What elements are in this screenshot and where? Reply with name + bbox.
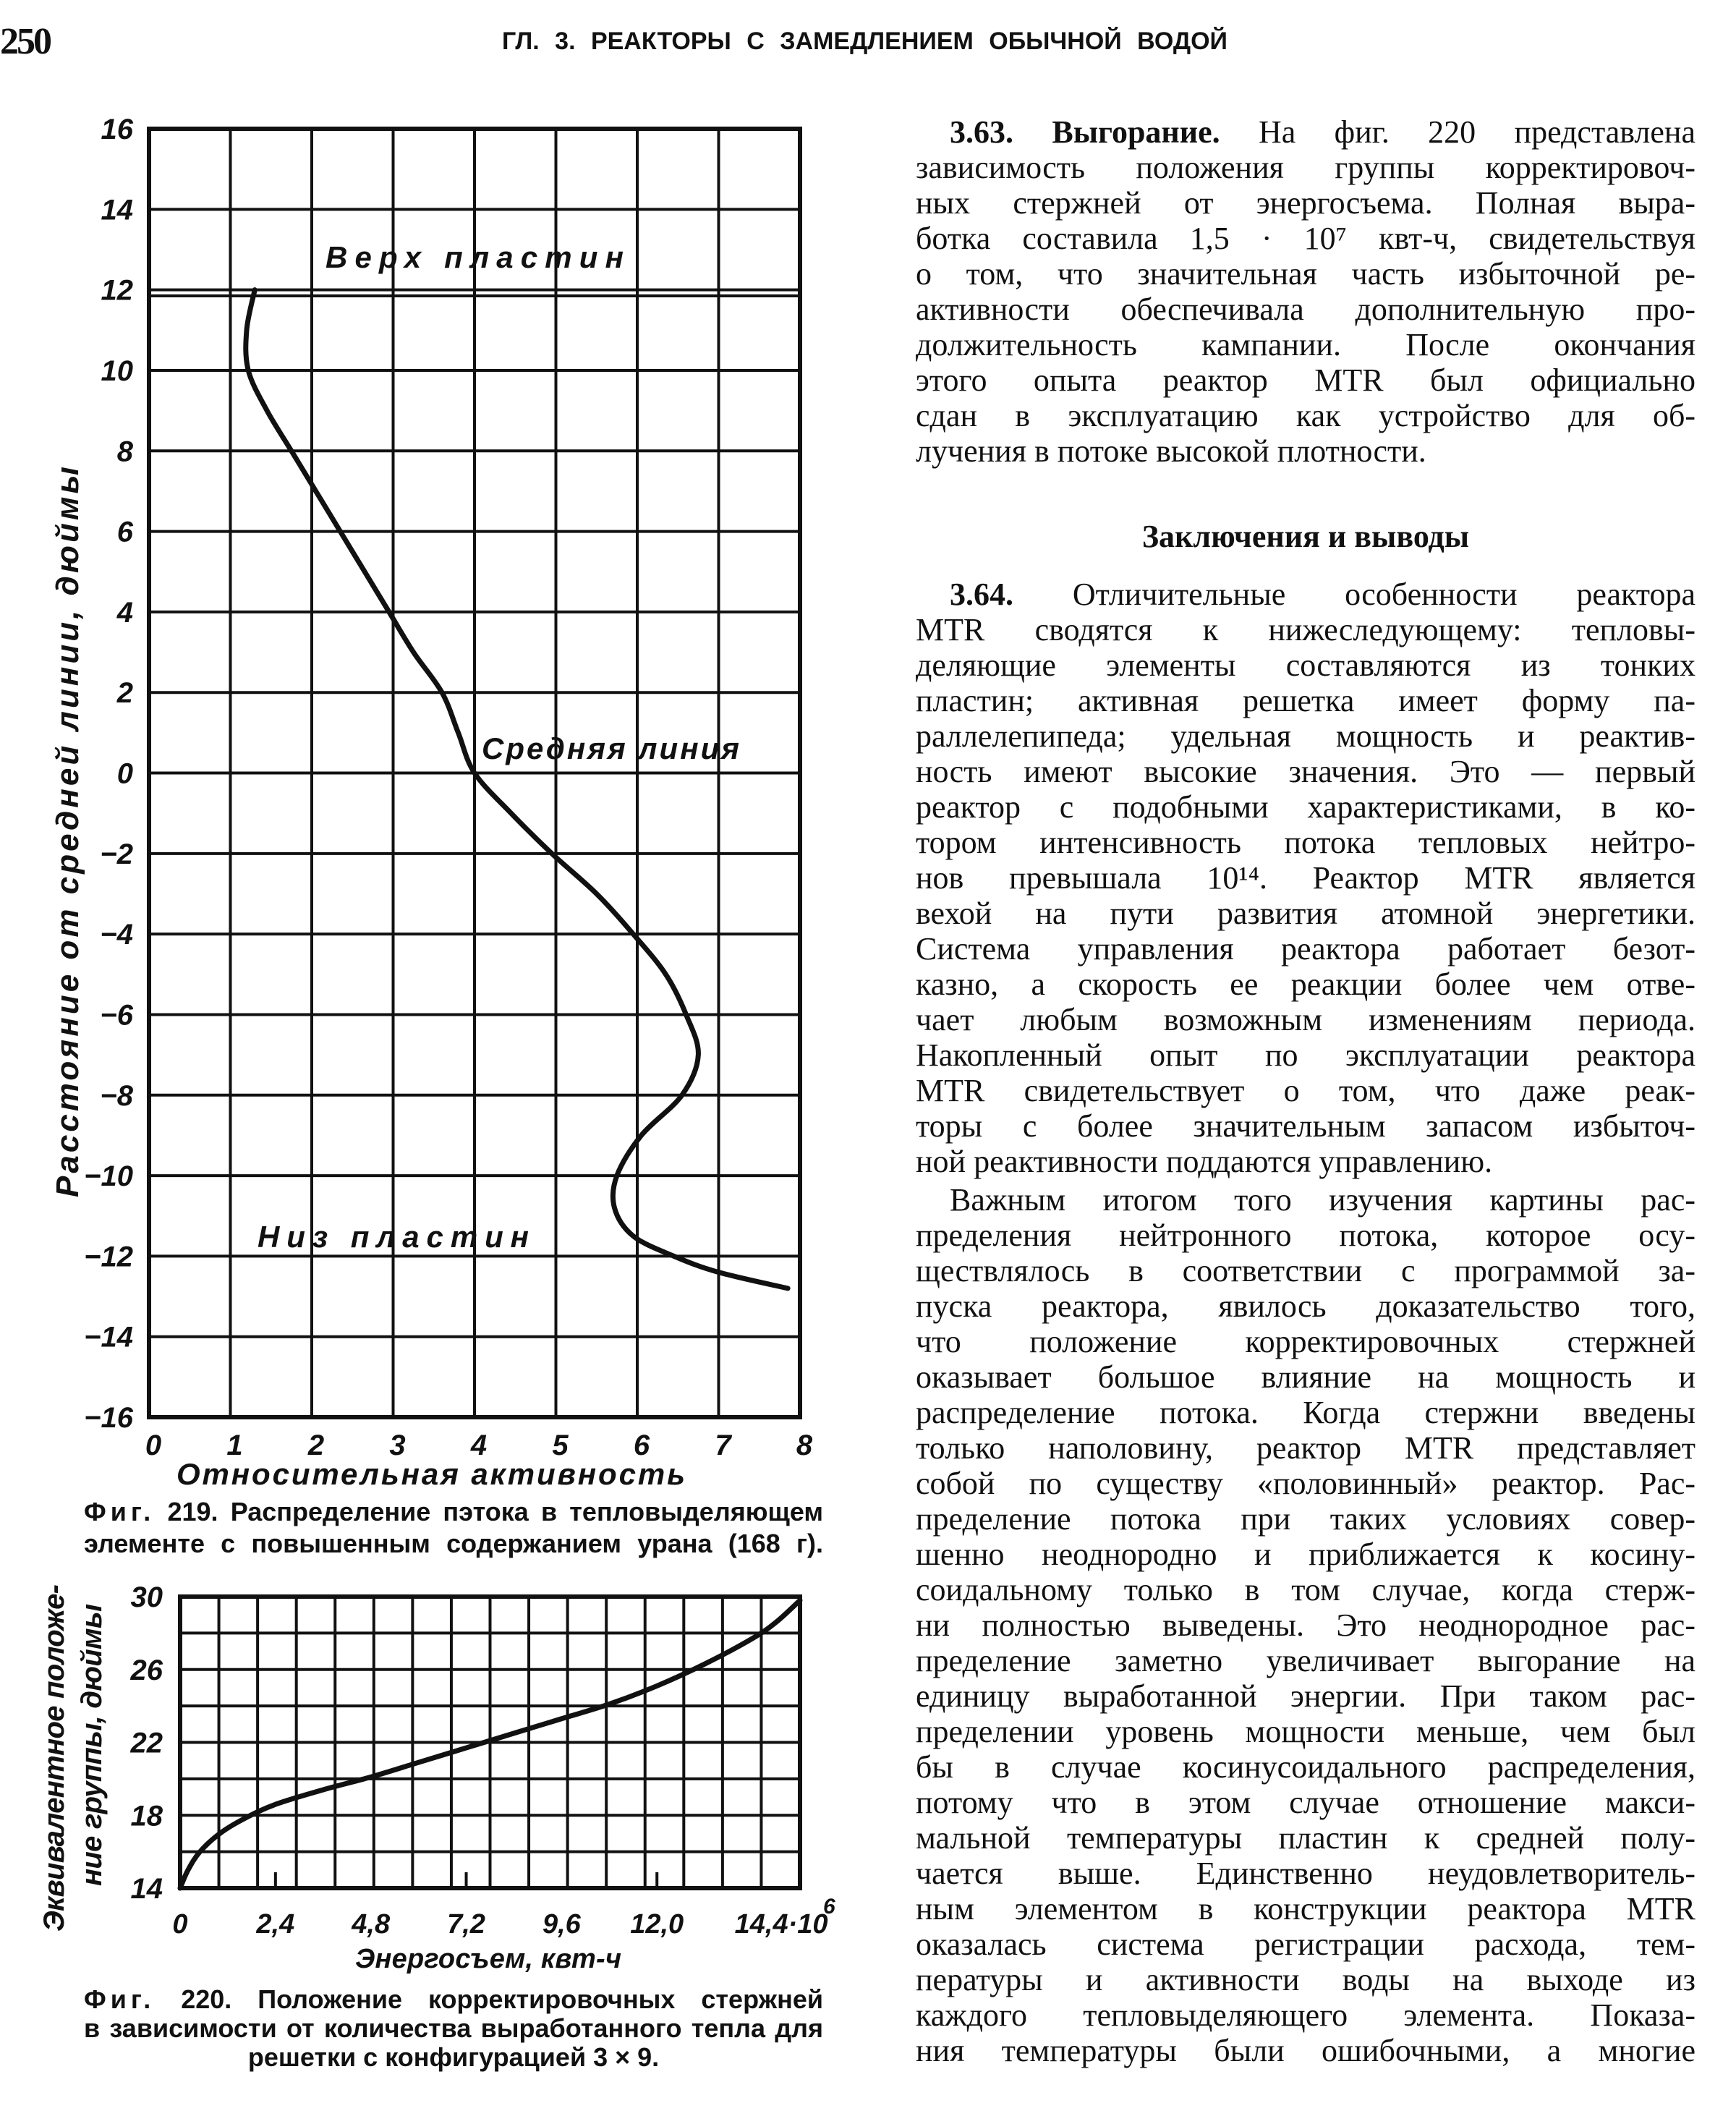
paragraph-line: ных стержней от энергосъема. Полная выра- [916, 185, 1695, 221]
fig219-flux-curve [246, 290, 788, 1288]
fig219-ytick-label: 10 [101, 354, 133, 387]
paragraph-line: Система управления реактора работает безот- [916, 931, 1695, 967]
fig220-ytick-label: 18 [130, 1800, 163, 1832]
paragraph-line: о том, что значительная часть избыточной ре- [916, 256, 1695, 292]
paragraph-line: этого опыта реактор MTR был официально [916, 362, 1695, 398]
fig219-xtick-label: 3 [389, 1430, 406, 1461]
fig219-ytick-label: −6 [100, 999, 133, 1032]
fig219-ytick-label: −16 [84, 1402, 133, 1434]
fig219-ytick-label: 8 [116, 436, 133, 468]
paragraph-line: пературы и активности воды на выходе из [916, 1962, 1695, 1997]
paragraph-line: ществлялось в соответствии с программой за- [916, 1253, 1695, 1288]
fig219-caption-line: элементе с повышенным содержанием урана (168 г). [84, 1529, 823, 1558]
fig220-xtick-label: 9,6 [542, 1909, 581, 1940]
paragraph-line: ни полностью выведены. Это неоднородное рас- [916, 1607, 1695, 1643]
paragraph-line: раллелепипеда; удельная мощность и реактив- [916, 718, 1695, 754]
paragraph-line: шенно неоднородно и приближается к косину- [916, 1537, 1695, 1572]
paragraph-line: только наполовину, реактор MTR представляет [916, 1430, 1695, 1466]
paragraph-line: пластин; активная решетка имеет форму па- [916, 683, 1695, 718]
fig219-ytick-label: −8 [100, 1079, 133, 1112]
fig219-ytick-label: 2 [116, 677, 133, 710]
fig220-xtick-label: 0 [172, 1909, 188, 1940]
paragraph-line: лучения в потоке высокой плотности. [916, 433, 1426, 469]
paragraph-line: потому что в этом случае отношение макси- [916, 1785, 1695, 1820]
fig220-y-axis-title-line: ние группы, дюймы [76, 1604, 108, 1886]
paragraph-line: должительность кампании. После окончания [916, 327, 1695, 362]
fig219-x-axis-title: Относительная активность [176, 1457, 685, 1491]
paragraph-line: торы с более значительным запасом избыточ- [916, 1108, 1695, 1144]
paragraph-line: пределения нейтронного потока, которое осу- [916, 1218, 1695, 1253]
fig219-xtick-label: 2 [307, 1430, 325, 1461]
fig219-ytick-label: 6 [116, 516, 133, 548]
paragraph-line: пределении уровень мощности меньше, чем был [916, 1714, 1695, 1749]
paragraph-line: собой по существу «половинный» реактор. Рас- [916, 1466, 1695, 1501]
fig220-xtick-label: 14,4·10 [734, 1909, 828, 1940]
paragraph-line: пределение заметно увеличивает выгорание на [916, 1643, 1695, 1678]
paragraph-line: казно, а скорость ее реакции более чем отве- [916, 967, 1695, 1002]
paragraph-line: пуска реактора, явилось доказательство того, [916, 1288, 1695, 1324]
fig219-ytick-label: −12 [84, 1241, 133, 1273]
section-heading: Заключения и выводы [1141, 519, 1470, 554]
paragraph-line: тором интенсивность потока тепловых нейтро- [916, 825, 1695, 860]
paragraph-line: распределение потока. Когда стержни введены [916, 1395, 1695, 1430]
paragraph-line: бы в случае косинусоидального распределения, [916, 1749, 1695, 1785]
paragraph-line: ботка составила 1,5 · 10⁷ квт-ч, свидетельствуя [916, 221, 1695, 256]
fig219-ytick-label: −10 [84, 1160, 133, 1193]
fig220-ytick-label: 30 [130, 1581, 163, 1613]
paragraph-title: Выгорание. [1013, 114, 1220, 150]
paragraph-number: 3.64. [950, 577, 1013, 612]
paragraph-line: MTR сводятся к нижеследующему: тепловы- [916, 612, 1695, 647]
paragraph-line: единицу выработанной энергии. При таком рас- [916, 1678, 1695, 1714]
fig220-xtick-label: 2,4 [256, 1909, 295, 1940]
paragraph-line: реактор с подобными характеристиками, в ко- [916, 789, 1695, 825]
fig220-ytick-label: 26 [130, 1654, 163, 1686]
paragraph-number: 3.63. [950, 114, 1013, 150]
fig220-caption [84, 1985, 823, 2072]
fig219-ytick-label: 12 [101, 274, 133, 307]
paragraph-line: чается выше. Единственно неудовлетворитель- [916, 1856, 1695, 1891]
paragraph-line: ность имеют высокие значения. Это — первый [916, 754, 1695, 789]
fig219-caption-line: 219. Распределение пэтока в тепловыделяющем [155, 1497, 823, 1526]
fig219-xtick-label: 0 [145, 1430, 162, 1461]
fig219-ytick-label: 14 [101, 194, 133, 226]
fig219-caption [84, 1496, 823, 1560]
paragraph-line: активности обеспечивала дополнительную про- [916, 292, 1695, 327]
paragraph-line: ной реактивности поддаются управлению. [916, 1144, 1493, 1179]
paragraph-line: Важным итогом того изучения картины рас- [950, 1182, 1695, 1218]
paragraph-line: каждого тепловыделяющего элемента. Показа- [916, 1997, 1695, 2033]
paragraph-line [950, 577, 1695, 612]
fig220-caption-line: в зависимости от количества выработанного тепла для [84, 2013, 823, 2043]
fig220-caption-label: Фиг. [84, 1984, 156, 2014]
fig219-xtick-label: 1 [226, 1430, 243, 1461]
paragraph-line [950, 114, 1695, 150]
fig219-caption-label: Фиг. [84, 1497, 156, 1526]
fig219-reference-label: Средняя линия [482, 731, 739, 765]
paragraph-line: чает любым возможным изменениям периода. [916, 1002, 1695, 1037]
fig219-reference-label: Верх пластин [326, 240, 624, 274]
paragraph-line: зависимость положения группы корректировоч- [916, 150, 1695, 185]
paragraph-line: нов превышала 10¹⁴. Реактор MTR является [916, 860, 1695, 896]
paragraph-line: вехой на пути развития атомной энергетики. [916, 896, 1695, 931]
fig220-ytick-label: 22 [130, 1727, 163, 1759]
paragraph-line: MTR свидетельствует о том, что даже реак- [916, 1073, 1695, 1108]
paragraph-line: деляющие элементы составляются из тонких [916, 647, 1695, 683]
fig219-ytick-label: 4 [116, 596, 133, 629]
running-title: ГЛ. 3. РЕАКТОРЫ С ЗАМЕДЛЕНИЕМ ОБЫЧНОЙ ВОДОЙ [502, 27, 1227, 55]
fig219-ytick-label: −14 [84, 1321, 133, 1354]
page-number: 250 [0, 21, 50, 62]
fig219-ytick-label: −4 [100, 919, 133, 951]
paragraph-line: сдан в эксплуатацию как устройство для об- [916, 398, 1695, 433]
fig219-ytick-label: 16 [101, 114, 133, 145]
fig220-x-axis-title: Энергосъем, квт-ч [355, 1944, 621, 1974]
paragraph-line-text: Отличительные особенности реактора [1013, 577, 1695, 612]
fig220-xtick-label: 12,0 [630, 1909, 684, 1940]
fig219-xtick-label: 4 [470, 1430, 488, 1461]
fig219-reference-label: Низ пластин [258, 1220, 529, 1254]
fig219-xtick-label: 5 [552, 1430, 569, 1461]
fig220-xtick-label: 7,2 [447, 1909, 485, 1940]
paragraph-line: что положение корректировочных стержней [916, 1324, 1695, 1359]
fig220-xtick-label: 4,8 [352, 1909, 391, 1940]
fig219-ytick-label: 0 [116, 757, 133, 790]
paragraph-line-text: На фиг. 220 представлена [1220, 114, 1695, 150]
paragraph-line: соидальному только в том случае, когда стерж- [916, 1572, 1695, 1607]
paragraph-line: пределение потока при таких условиях совер- [916, 1501, 1695, 1537]
fig219-xtick-label: 6 [633, 1430, 650, 1461]
fig220-caption-line: 220. Положение корректировочных стержней [155, 1984, 823, 2014]
fig219-xtick-label: 8 [796, 1430, 813, 1461]
paragraph-line: ния температуры были ошибочными, а многие [916, 2033, 1695, 2068]
paragraph-line: мальной температуры пластин к средней полу- [916, 1820, 1695, 1856]
fig219-y-axis-title: Расстояние от средней линии, дюймы [50, 467, 85, 1197]
paragraph-line: оказывает большое влияние на мощность и [916, 1359, 1695, 1395]
fig219-ytick-label: −2 [100, 838, 133, 870]
fig220-x-multiplier-exponent: 6 [823, 1895, 835, 1919]
fig220-caption-line: решетки с конфигурацией 3 × 9. [247, 2042, 660, 2072]
paragraph-line: оказалась система регистрации расхода, тем- [916, 1927, 1695, 1962]
fig220-ytick-label: 14 [130, 1873, 163, 1905]
fig220-y-axis-title-line: Эквивалентное положе- [38, 1584, 70, 1932]
paragraph-line: ным элементом в конструкции реактора MTR [916, 1891, 1695, 1927]
paragraph-line: Накопленный опыт по эксплуатации реактора [916, 1037, 1695, 1073]
fig219-xtick-label: 7 [715, 1430, 731, 1461]
